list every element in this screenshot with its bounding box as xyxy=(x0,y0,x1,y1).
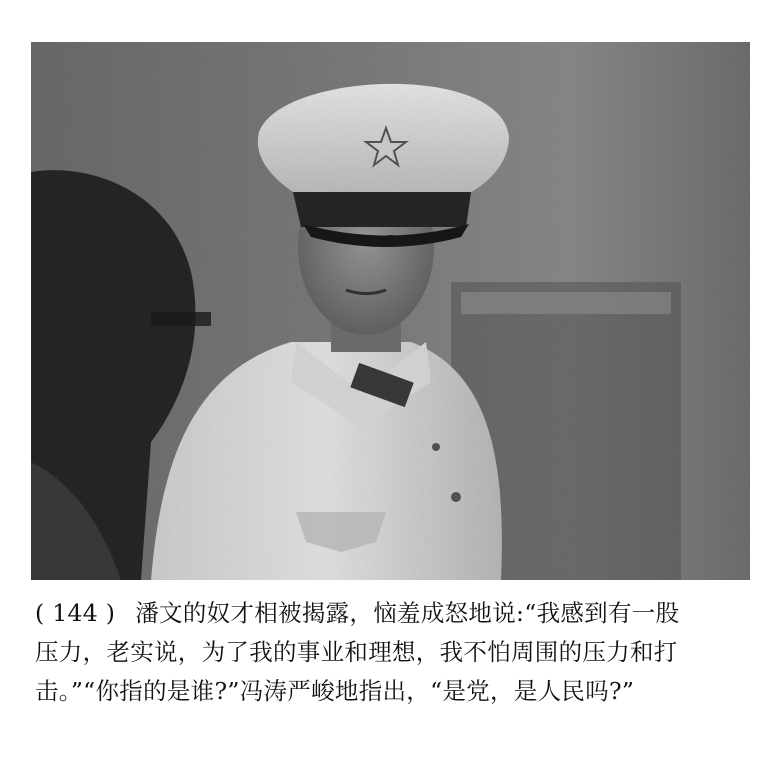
caption-line-1 xyxy=(35,594,755,633)
portrait-photo-icon xyxy=(31,42,750,580)
film-still-photo xyxy=(31,42,750,580)
caption-line-2: 压力，老实说，为了我的事业和理想，我不怕周围的压力和打 xyxy=(35,638,678,666)
caption-number: ( 144 ) xyxy=(35,599,116,627)
photo-caption xyxy=(35,594,755,711)
caption-line-1-text: 潘文的奴才相被揭露，恼羞成怒地说:“我感到有一股 xyxy=(135,599,680,627)
caption-line-3: 击。”“你指的是谁?”冯涛严峻地指出，“是党，是人民吗?” xyxy=(35,677,635,705)
